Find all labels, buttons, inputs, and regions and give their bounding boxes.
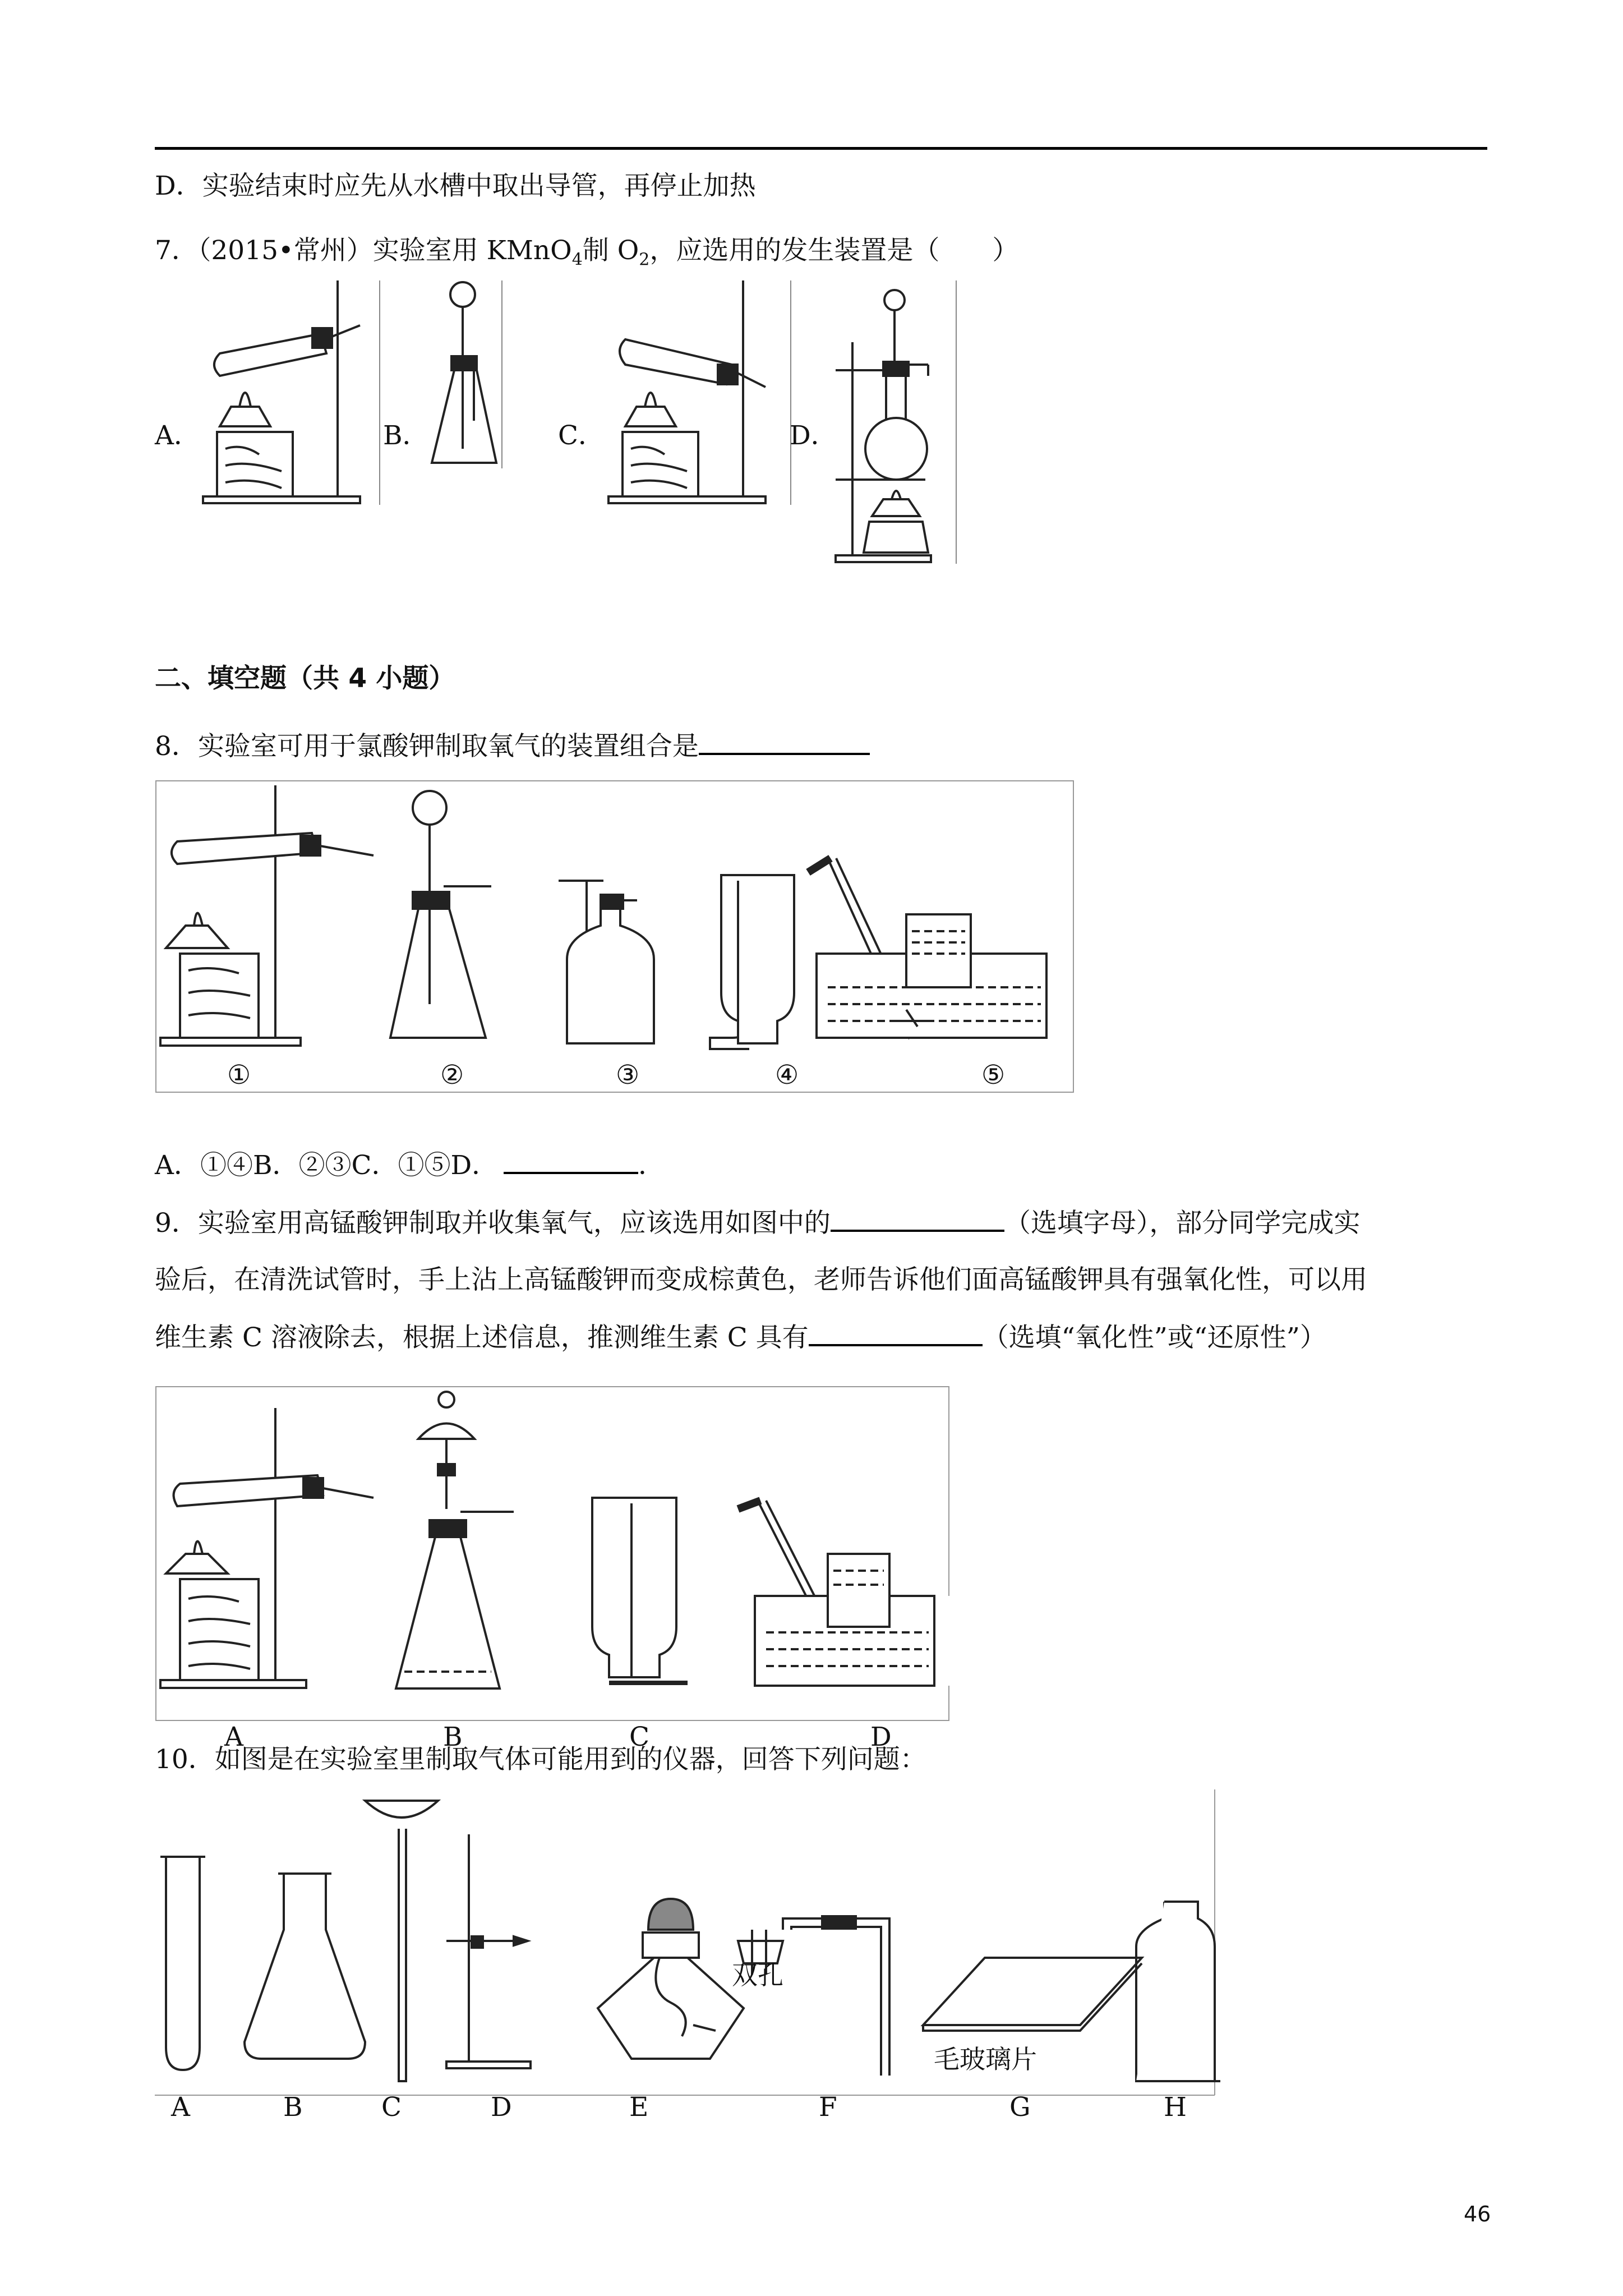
q10-fig-label-h: H (1164, 2092, 1187, 2123)
q9-fig-label-b: B (443, 1722, 463, 1752)
q10-fig-label-f: F (819, 2092, 837, 2123)
q10-double-hole-text: 双孔 (732, 1960, 783, 1990)
q8-answer-blank[interactable] (699, 728, 870, 755)
q7-figure-a (197, 280, 382, 505)
q7-label-a: A． (155, 420, 200, 451)
q10-fig-label-b: B (283, 2092, 303, 2123)
q7-label-d: D． (790, 420, 837, 451)
q8-fig-label-3: ③ (616, 1060, 640, 1091)
q9-blank-1[interactable] (831, 1205, 1004, 1232)
q10-stem: 10．如图是在实验室里制取气体可能用到的仪器，回答下列问题： (155, 1744, 926, 1775)
q8-fig-label-2: ② (440, 1060, 464, 1091)
q7-figure-d (830, 280, 959, 567)
q9-fig-label-d: D (870, 1722, 892, 1752)
q8-fig-label-1: ① (227, 1060, 251, 1091)
q7-label-c: C． (558, 420, 605, 451)
q8-figure (155, 780, 1075, 1094)
q10-figure (155, 1789, 1220, 2109)
q9-blank-2[interactable] (809, 1319, 983, 1346)
q9-figure (155, 1386, 951, 1722)
q8-fig-label-5: ⑤ (981, 1060, 1006, 1091)
q10-frosted-glass-text: 毛玻璃片 (934, 2044, 1037, 2074)
q10-fig-label-d: D (491, 2092, 512, 2123)
q10-fig-label-a: A (171, 2092, 190, 2123)
header-rule (155, 147, 1487, 150)
q9-fig-label-c: C (629, 1722, 649, 1752)
q10-fig-label-g: G (1009, 2092, 1031, 2123)
q9-line1: 9．实验室用高锰酸钾制取并收集氧气，应该选用如图中的 （选填字母），部分同学完成实 (155, 1205, 1360, 1241)
q8-fig-label-4: ④ (775, 1060, 799, 1091)
q9-line2: 验后，在清洗试管时，手上沾上高锰酸钾而变成棕黄色，老师告诉他们面高锰酸钾具有强氧化性，可以用 (155, 1264, 1367, 1295)
q8-option-d-blank[interactable] (504, 1147, 638, 1174)
q7-label-b: B． (383, 420, 429, 451)
q9-line3: 维生素 C 溶液除去，根据上述信息，推测维生素 C 具有 （选填“氧化性”或“还原性”） (155, 1319, 1326, 1356)
q10-fig-label-e: E (629, 2092, 649, 2123)
q7-stem: 7．（2015•常州）实验室用 KMnO$_4$制 $O_2$，应选用的发生装置是（ ） (155, 235, 1019, 270)
q6-option-d: D．实验结束时应先从水槽中取出导管，再停止加热 (155, 171, 756, 201)
page-number: 46 (1464, 2202, 1491, 2226)
section-title: 二、填空题（共 4 小题） (155, 663, 455, 694)
q7-figure-c (603, 280, 794, 505)
q8-stem: 8．实验室可用于氯酸钾制取氧气的装置组合是 (155, 728, 870, 765)
q9-fig-label-a: A (224, 1722, 243, 1752)
q10-fig-label-c: C (381, 2092, 402, 2123)
q7-figure-b (426, 280, 505, 471)
q8-options: A．①④B．②③C．①⑤D． ． (155, 1147, 665, 1184)
